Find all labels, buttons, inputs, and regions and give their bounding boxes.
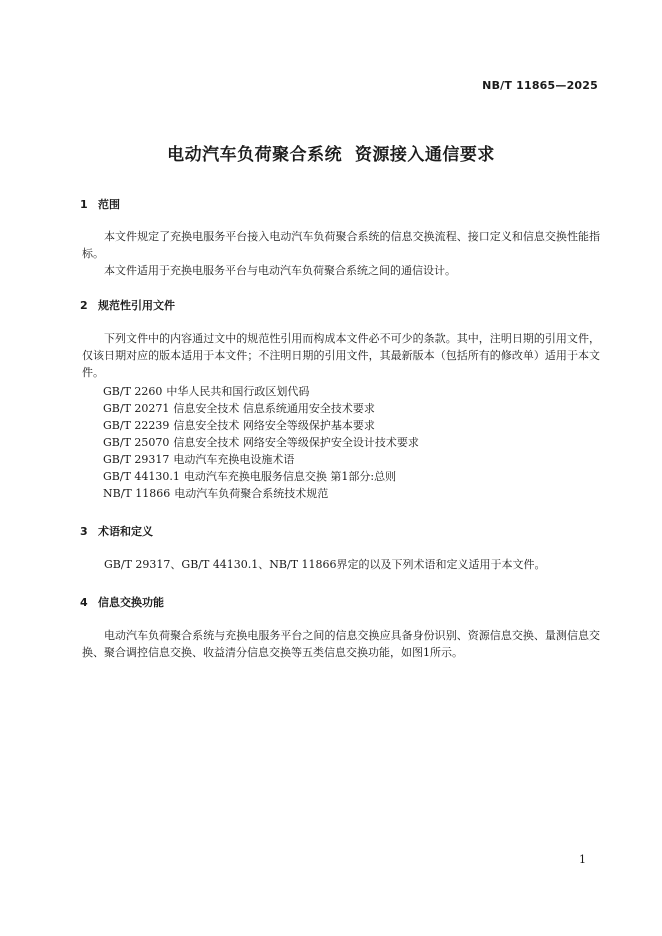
section-heading-normative-references xyxy=(80,297,175,313)
section-number: 4 xyxy=(80,596,88,609)
standard-code: NB/T 11865—2025 xyxy=(482,79,598,92)
reference-name: 信息安全技术 信息系统通用安全技术要求 xyxy=(173,402,375,415)
reference-item xyxy=(103,434,423,451)
section-number: 2 xyxy=(80,299,88,312)
reference-name: 中华人民共和国行政区划代码 xyxy=(166,385,310,398)
paragraph: 本文件规定了充换电服务平台接入电动汽车负荷聚合系统的信息交换流程、接口定义和信息交换性能指标。 xyxy=(82,230,600,260)
paragraph: 下列文件中的内容通过文中的规范性引用而构成本文件必不可少的条款。其中，注明日期的引用文件，仅该日期对应的版本适用于本文件；不注明日期的引用文件，其最新版本（包括所有的修改单）适用于本文件。 xyxy=(82,332,600,379)
reference-item xyxy=(103,451,423,468)
section-title: 范围 xyxy=(98,198,120,211)
reference-code: GB/T 22239 xyxy=(103,419,170,432)
section-title: 规范性引用文件 xyxy=(98,299,175,312)
reference-code: GB/T 20271 xyxy=(103,402,170,415)
reference-name: 信息安全技术 网络安全等级保护安全设计技术要求 xyxy=(173,436,419,449)
section-title: 信息交换功能 xyxy=(98,596,164,609)
reference-code: GB/T 25070 xyxy=(103,436,170,449)
reference-code: GB/T 44130.1 xyxy=(103,470,180,483)
paragraph: 电动汽车负荷聚合系统与充换电服务平台之间的信息交换应具备身份识别、资源信息交换、量测信息交换、聚合调控信息交换、收益清分信息交换等五类信息交换功能，如图1所示。 xyxy=(82,629,600,659)
reference-item xyxy=(103,383,423,400)
paragraph: 本文件适用于充换电服务平台与电动汽车负荷聚合系统之间的通信设计。 xyxy=(104,264,456,277)
reference-name: 电动汽车充换电服务信息交换 第1部分:总则 xyxy=(183,470,397,483)
paragraph: GB/T 29317、GB/T 44130.1、NB/T 11866界定的以及下列术语和定义适用于本文件。 xyxy=(104,558,546,571)
page-number: 1 xyxy=(579,853,586,866)
section-number: 1 xyxy=(80,198,88,211)
section-number: 3 xyxy=(80,525,88,538)
reference-name: 电动汽车负荷聚合系统技术规范 xyxy=(174,487,329,500)
section-heading-scope xyxy=(80,196,120,212)
reference-name: 信息安全技术 网络安全等级保护基本要求 xyxy=(173,419,375,432)
reference-code: NB/T 11866 xyxy=(103,487,171,500)
reference-code: GB/T 2260 xyxy=(103,385,163,398)
reference-list xyxy=(103,383,423,502)
reference-item xyxy=(103,468,423,485)
reference-item xyxy=(103,417,423,434)
reference-code: GB/T 29317 xyxy=(103,453,170,466)
page-title: 电动汽车负荷聚合系统 资源接入通信要求 xyxy=(167,145,495,165)
reference-name: 电动汽车充换电设施术语 xyxy=(173,453,295,466)
section-title: 术语和定义 xyxy=(98,525,153,538)
reference-item xyxy=(103,485,423,502)
section-heading-terms xyxy=(80,523,153,539)
reference-item xyxy=(103,400,423,417)
section-heading-info-exchange xyxy=(80,594,164,610)
